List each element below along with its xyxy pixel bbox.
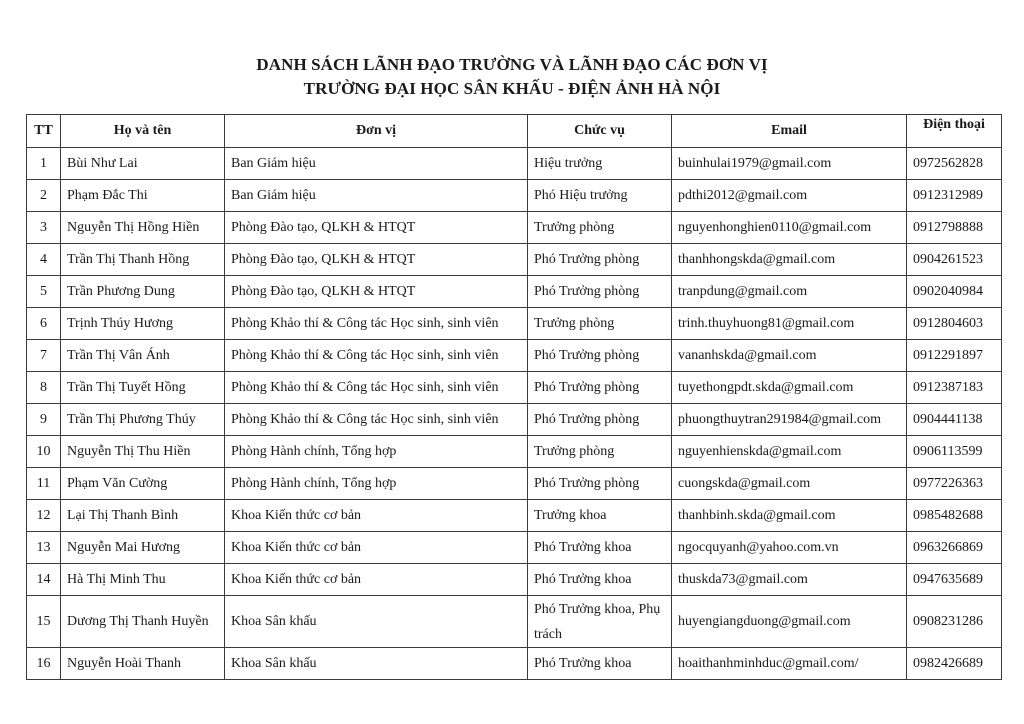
table-row bbox=[27, 340, 1002, 372]
table-row bbox=[27, 180, 1002, 212]
cell-position: Phó Trưởng phòng bbox=[528, 244, 672, 276]
cell-phone: 0972562828 bbox=[907, 148, 1002, 180]
cell-position: Phó Trưởng khoa bbox=[528, 648, 672, 680]
table-body bbox=[27, 148, 1002, 680]
cell-tt: 8 bbox=[27, 372, 61, 404]
cell-name: Trần Thị Thanh Hồng bbox=[61, 244, 225, 276]
cell-email: trinh.thuyhuong81@gmail.com bbox=[672, 308, 907, 340]
header-tt: TT bbox=[27, 115, 61, 148]
cell-unit: Phòng Khảo thí & Công tác Học sinh, sinh viên bbox=[225, 372, 528, 404]
cell-email: tuyethongpdt.skda@gmail.com bbox=[672, 372, 907, 404]
cell-name: Nguyễn Thị Thu Hiền bbox=[61, 436, 225, 468]
cell-tt: 2 bbox=[27, 180, 61, 212]
cell-tt: 5 bbox=[27, 276, 61, 308]
cell-tt: 14 bbox=[27, 564, 61, 596]
cell-unit: Khoa Kiến thức cơ bản bbox=[225, 500, 528, 532]
cell-position: Phó Trưởng khoa bbox=[528, 564, 672, 596]
cell-unit: Khoa Kiến thức cơ bản bbox=[225, 564, 528, 596]
cell-email: phuongthuytran291984@gmail.com bbox=[672, 404, 907, 436]
table-row bbox=[27, 244, 1002, 276]
cell-unit: Khoa Sân khấu bbox=[225, 596, 528, 648]
cell-tt: 4 bbox=[27, 244, 61, 276]
cell-name: Phạm Văn Cường bbox=[61, 468, 225, 500]
cell-position: Phó Trưởng phòng bbox=[528, 340, 672, 372]
table-row bbox=[27, 404, 1002, 436]
cell-position: Trưởng phòng bbox=[528, 212, 672, 244]
cell-phone: 0982426689 bbox=[907, 648, 1002, 680]
cell-position: Phó Trưởng phòng bbox=[528, 468, 672, 500]
cell-position: Hiệu trưởng bbox=[528, 148, 672, 180]
cell-email: buinhulai1979@gmail.com bbox=[672, 148, 907, 180]
cell-tt: 7 bbox=[27, 340, 61, 372]
cell-email: thuskda73@gmail.com bbox=[672, 564, 907, 596]
cell-unit: Phòng Đào tạo, QLKH & HTQT bbox=[225, 276, 528, 308]
header-position: Chức vụ bbox=[528, 115, 672, 148]
cell-unit: Khoa Kiến thức cơ bản bbox=[225, 532, 528, 564]
cell-name: Phạm Đắc Thi bbox=[61, 180, 225, 212]
cell-tt: 10 bbox=[27, 436, 61, 468]
cell-name: Trịnh Thúy Hương bbox=[61, 308, 225, 340]
cell-phone: 0912798888 bbox=[907, 212, 1002, 244]
cell-unit: Khoa Sân khấu bbox=[225, 648, 528, 680]
cell-email: nguyenhonghien0110@gmail.com bbox=[672, 212, 907, 244]
cell-phone: 0902040984 bbox=[907, 276, 1002, 308]
cell-position: Phó Trưởng phòng bbox=[528, 404, 672, 436]
cell-name: Nguyễn Thị Hồng Hiền bbox=[61, 212, 225, 244]
table-row bbox=[27, 468, 1002, 500]
cell-phone: 0912804603 bbox=[907, 308, 1002, 340]
cell-name: Dương Thị Thanh Huyền bbox=[61, 596, 225, 648]
cell-unit: Phòng Hành chính, Tổng hợp bbox=[225, 436, 528, 468]
cell-position: Phó Trưởng khoa, Phụ trách bbox=[528, 596, 672, 648]
cell-email: thanhhongskda@gmail.com bbox=[672, 244, 907, 276]
cell-unit: Phòng Hành chính, Tổng hợp bbox=[225, 468, 528, 500]
cell-email: vananhskda@gmail.com bbox=[672, 340, 907, 372]
cell-position: Trưởng khoa bbox=[528, 500, 672, 532]
cell-tt: 1 bbox=[27, 148, 61, 180]
cell-position: Trưởng phòng bbox=[528, 308, 672, 340]
cell-email: pdthi2012@gmail.com bbox=[672, 180, 907, 212]
cell-name: Trần Phương Dung bbox=[61, 276, 225, 308]
cell-phone: 0904261523 bbox=[907, 244, 1002, 276]
table-row bbox=[27, 500, 1002, 532]
document-title-line-2: TRƯỜNG ĐẠI HỌC SÂN KHẤU - ĐIỆN ẢNH HÀ NỘI bbox=[303, 79, 721, 98]
document-title-line-1: DANH SÁCH LÃNH ĐẠO TRƯỜNG VÀ LÃNH ĐẠO CÁC ĐƠN VỊ bbox=[256, 55, 768, 74]
cell-name: Bùi Như Lai bbox=[61, 148, 225, 180]
table-row bbox=[27, 436, 1002, 468]
table-row bbox=[27, 596, 1002, 648]
table-row bbox=[27, 212, 1002, 244]
cell-name: Trần Thị Vân Ánh bbox=[61, 340, 225, 372]
cell-name: Trần Thị Tuyết Hồng bbox=[61, 372, 225, 404]
table-row bbox=[27, 648, 1002, 680]
cell-email: huyengiangduong@gmail.com bbox=[672, 596, 907, 648]
cell-tt: 12 bbox=[27, 500, 61, 532]
cell-phone: 0977226363 bbox=[907, 468, 1002, 500]
table-row bbox=[27, 276, 1002, 308]
cell-email: cuongskda@gmail.com bbox=[672, 468, 907, 500]
cell-phone: 0985482688 bbox=[907, 500, 1002, 532]
cell-unit: Phòng Khảo thí & Công tác Học sinh, sinh viên bbox=[225, 404, 528, 436]
cell-phone: 0912312989 bbox=[907, 180, 1002, 212]
table-header-row bbox=[27, 115, 1002, 148]
table-row bbox=[27, 148, 1002, 180]
cell-tt: 15 bbox=[27, 596, 61, 648]
cell-phone: 0963266869 bbox=[907, 532, 1002, 564]
cell-unit: Phòng Khảo thí & Công tác Học sinh, sinh viên bbox=[225, 308, 528, 340]
cell-email: nguyenhienskda@gmail.com bbox=[672, 436, 907, 468]
cell-name: Nguyễn Hoài Thanh bbox=[61, 648, 225, 680]
cell-email: thanhbinh.skda@gmail.com bbox=[672, 500, 907, 532]
cell-phone: 0904441138 bbox=[907, 404, 1002, 436]
cell-unit: Ban Giám hiệu bbox=[225, 180, 528, 212]
cell-phone: 0912291897 bbox=[907, 340, 1002, 372]
cell-phone: 0908231286 bbox=[907, 596, 1002, 648]
cell-unit: Phòng Khảo thí & Công tác Học sinh, sinh viên bbox=[225, 340, 528, 372]
table-row bbox=[27, 532, 1002, 564]
cell-position: Phó Hiệu trưởng bbox=[528, 180, 672, 212]
cell-phone: 0912387183 bbox=[907, 372, 1002, 404]
cell-phone: 0947635689 bbox=[907, 564, 1002, 596]
cell-position: Phó Trưởng phòng bbox=[528, 276, 672, 308]
cell-name: Hà Thị Minh Thu bbox=[61, 564, 225, 596]
cell-tt: 16 bbox=[27, 648, 61, 680]
cell-unit: Phòng Đào tạo, QLKH & HTQT bbox=[225, 244, 528, 276]
header-email: Email bbox=[672, 115, 907, 148]
leadership-table bbox=[26, 114, 1002, 680]
cell-email: ngocquyanh@yahoo.com.vn bbox=[672, 532, 907, 564]
header-phone: Điện thoại bbox=[907, 115, 1002, 148]
cell-tt: 3 bbox=[27, 212, 61, 244]
table-row bbox=[27, 564, 1002, 596]
cell-position: Trưởng phòng bbox=[528, 436, 672, 468]
header-unit: Đơn vị bbox=[225, 115, 528, 148]
cell-name: Nguyễn Mai Hương bbox=[61, 532, 225, 564]
cell-tt: 6 bbox=[27, 308, 61, 340]
table-row bbox=[27, 308, 1002, 340]
cell-email: hoaithanhminhduc@gmail.com/ bbox=[672, 648, 907, 680]
cell-name: Lại Thị Thanh Bình bbox=[61, 500, 225, 532]
cell-position: Phó Trưởng khoa bbox=[528, 532, 672, 564]
cell-tt: 13 bbox=[27, 532, 61, 564]
cell-name: Trần Thị Phương Thúy bbox=[61, 404, 225, 436]
cell-email: tranpdung@gmail.com bbox=[672, 276, 907, 308]
cell-position: Phó Trưởng phòng bbox=[528, 372, 672, 404]
cell-tt: 11 bbox=[27, 468, 61, 500]
header-name: Họ và tên bbox=[61, 115, 225, 148]
cell-unit: Ban Giám hiệu bbox=[225, 148, 528, 180]
cell-phone: 0906113599 bbox=[907, 436, 1002, 468]
table-row bbox=[27, 372, 1002, 404]
cell-tt: 9 bbox=[27, 404, 61, 436]
cell-unit: Phòng Đào tạo, QLKH & HTQT bbox=[225, 212, 528, 244]
